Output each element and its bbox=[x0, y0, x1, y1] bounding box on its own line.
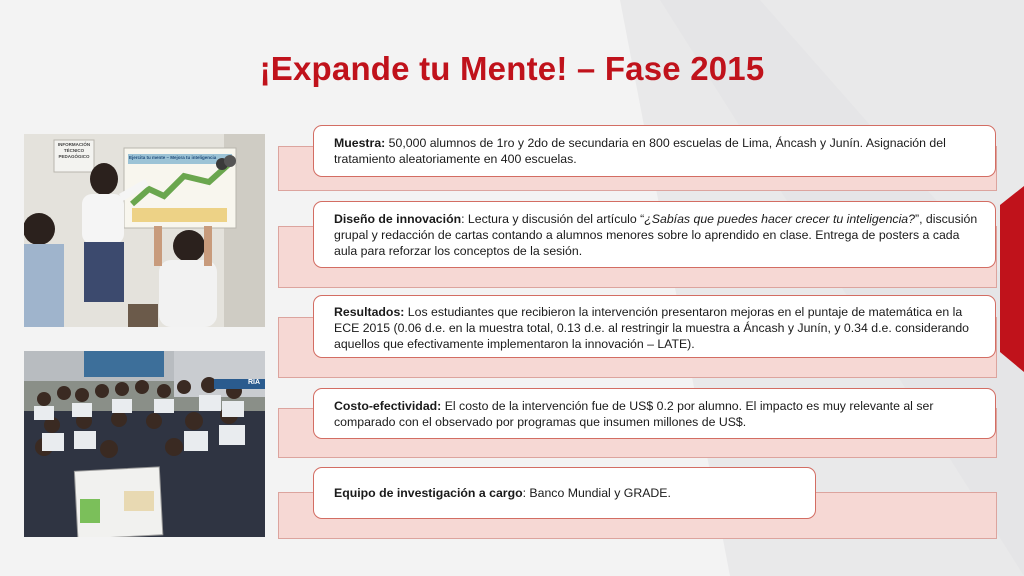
slide-title: ¡Expande tu Mente! – Fase 2015 bbox=[259, 50, 765, 87]
card-muestra-label: Muestra: bbox=[334, 136, 386, 150]
card-diseno-label: Diseño de innovación bbox=[334, 212, 462, 226]
card-muestra bbox=[313, 125, 996, 177]
card-equipo-label: Equipo de investigación a cargo bbox=[334, 486, 523, 500]
wall-sign-label: RIA bbox=[248, 379, 261, 386]
poster-title: Ejercita tu mente – Mejora tu inteligencia bbox=[129, 155, 217, 160]
card-equipo bbox=[313, 467, 816, 519]
card-costo bbox=[313, 388, 996, 439]
poster-label: INFORMACIÓN TÉCNICO PEDAGÓGICO bbox=[57, 142, 91, 159]
photo-students-group bbox=[24, 351, 265, 537]
card-diseno-article-title: ¿Sabías que puedes hacer crecer tu inteligencia? bbox=[644, 212, 915, 226]
card-resultados-text: Los estudiantes que recibieron la intervención presentaron mejoras en el puntaje de matemática en la ECE 2015 (0.06 d.e. en la muestra total, 0.13 d.e. al restringir la muestra a Áncash y Junín, y 0.34 d.e. considerando aquellos que efectivamente implementaron la innovación – LATE). bbox=[334, 305, 970, 351]
card-diseno-text-a: : Lectura y discusión del artículo “ bbox=[461, 212, 645, 226]
card-diseno-text-b: ”, discusión grupal y redacción de cartas contando a alumnos menores sobre lo aprendido en clase. Entrega de posters a cada aula para reforzar los conceptos de la sesión. bbox=[334, 212, 978, 258]
card-costo-text: El costo de la intervención fue de US$ 0.2 por alumno. El impacto es muy relevante al ser comparado con el observado por programas que insumen millones de US$. bbox=[334, 399, 934, 429]
card-equipo-text: : Banco Mundial y GRADE. bbox=[522, 486, 671, 500]
card-resultados bbox=[313, 295, 996, 358]
card-muestra-text: 50,000 alumnos de 1ro y 2do de secundaria en 800 escuelas de Lima, Áncash y Junín. Asignación del tratamiento aleatoriamente en 400 escuelas. bbox=[334, 136, 946, 166]
photo-students-poster bbox=[24, 134, 265, 327]
card-diseno bbox=[313, 201, 996, 268]
card-resultados-label: Resultados: bbox=[334, 305, 405, 319]
red-accent-triangle bbox=[1000, 186, 1024, 372]
card-costo-label: Costo-efectividad: bbox=[334, 399, 442, 413]
